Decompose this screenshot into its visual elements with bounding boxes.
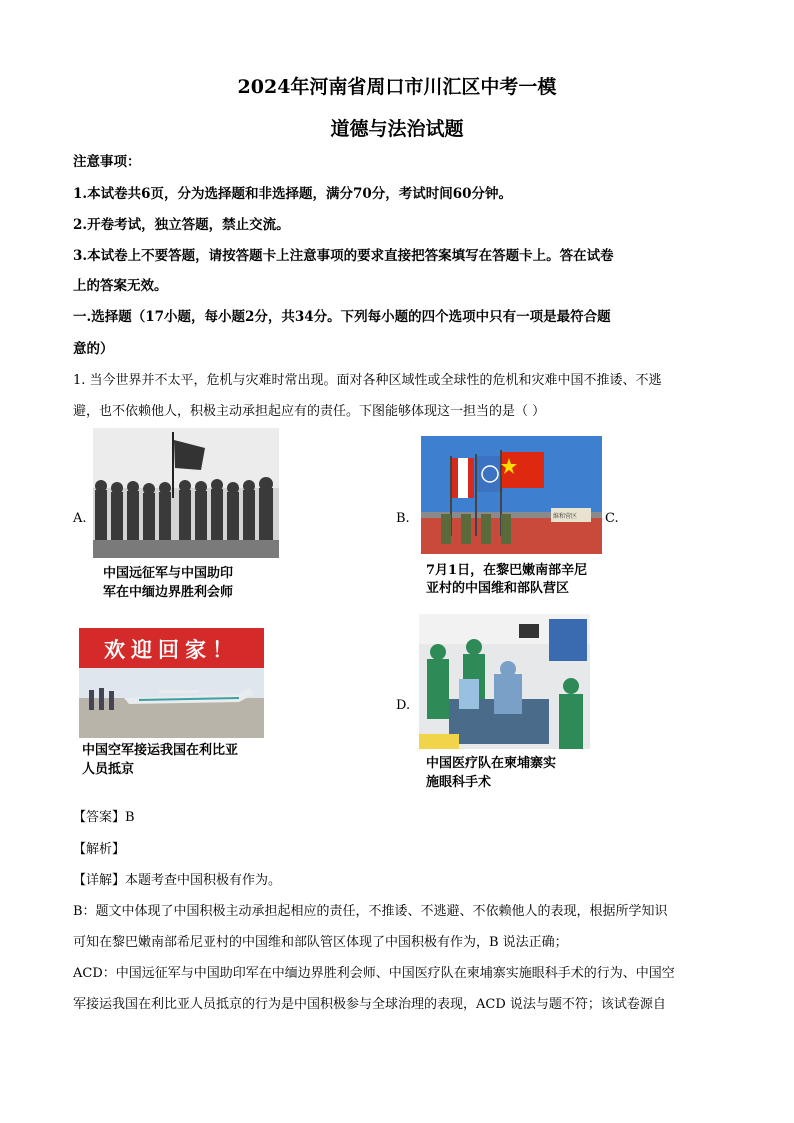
option-c-label: C.	[605, 511, 619, 526]
option-a-caption-line-2: 军在中缅边界胜利会师	[103, 585, 234, 600]
option-a-caption-line-1: 中国远征军与中国助印	[103, 566, 234, 581]
svg-text:维和营区: 维和营区	[553, 513, 578, 520]
question-1-line-1: 1. 当今世界并不太平，危机与灾难时常出现。面对各种区域性或全球性的危机和灾难中国不推诿、不逃	[73, 373, 662, 388]
notice-item-3-line-2: 上的答案无效。	[73, 278, 168, 294]
option-c-caption-line-1: 中国空军接运我国在利比亚	[82, 743, 239, 758]
notice-heading: 注意事项：	[73, 154, 141, 170]
explanation-acd-line-2: 军接运我国在利比亚人员抵京的行为是中国积极参与全球治理的表现，ACD 说法与题不符；该试卷源自	[73, 997, 666, 1012]
explanation-b-line-2: 可知在黎巴嫩南部希尼亚村的中国维和部队管区体现了中国积极有作为，B 说法正确；	[73, 935, 568, 950]
exam-title: 2024年河南省周口市川汇区中考一模	[237, 76, 557, 98]
analysis-heading: 【解析】	[73, 842, 126, 857]
option-b-caption-line-1: 7月1日，在黎巴嫩南部辛尼	[426, 563, 588, 578]
option-d-label: D.	[396, 698, 411, 713]
option-d-caption-line-1: 中国医疗队在柬埔寨实	[426, 756, 557, 771]
option-c-photo	[79, 628, 264, 738]
option-a-photo	[93, 428, 279, 558]
option-a-label: A.	[73, 511, 87, 526]
option-b-photo	[421, 436, 602, 554]
answer-line: 【答案】B	[73, 810, 135, 825]
notice-item-1: 1.本试卷共6页，分为选择题和非选择题，满分70分，考试时间60分钟。	[73, 186, 513, 202]
section-heading-line-1: 一.选择题（17小题，每小题2分，共34分。下列每小题的四个选项中只有一项是最符合题	[73, 309, 611, 325]
notice-item-3-line-1: 3.本试卷上不要答题，请按答题卡上注意事项的要求直接把答案填写在答题卡上。答在试卷	[73, 248, 614, 264]
option-d-caption-line-2: 施眼科手术	[426, 775, 492, 790]
notice-item-2: 2.开卷考试，独立答题，禁止交流。	[73, 217, 290, 233]
section-heading-line-2: 意的）	[73, 341, 114, 357]
question-1-line-2: 避，也不依赖他人，积极主动承担起应有的责任。下图能够体现这一担当的是（ ）	[73, 404, 546, 419]
option-d-photo	[419, 614, 590, 749]
explanation-acd-line-1: ACD：中国远征军与中国助印军在中缅边界胜利会师、中国医疗队在柬埔寨实施眼科手术的行为、中国空	[73, 966, 675, 981]
option-c-banner-text: 欢迎回家！	[104, 637, 239, 662]
option-b-caption-line-2: 亚村的中国维和部队营区	[426, 581, 570, 596]
option-c-caption-line-2: 人员抵京	[82, 762, 135, 777]
detail-line: 【详解】本题考查中国积极有作为。	[73, 873, 282, 888]
explanation-b-line-1: B：题文中体现了中国积极主动承担起相应的责任，不推诿、不逃避、不依赖他人的表现，根据所学知识	[73, 904, 668, 919]
option-b-label: B.	[396, 511, 410, 526]
exam-subtitle: 道德与法治试题	[330, 118, 464, 140]
